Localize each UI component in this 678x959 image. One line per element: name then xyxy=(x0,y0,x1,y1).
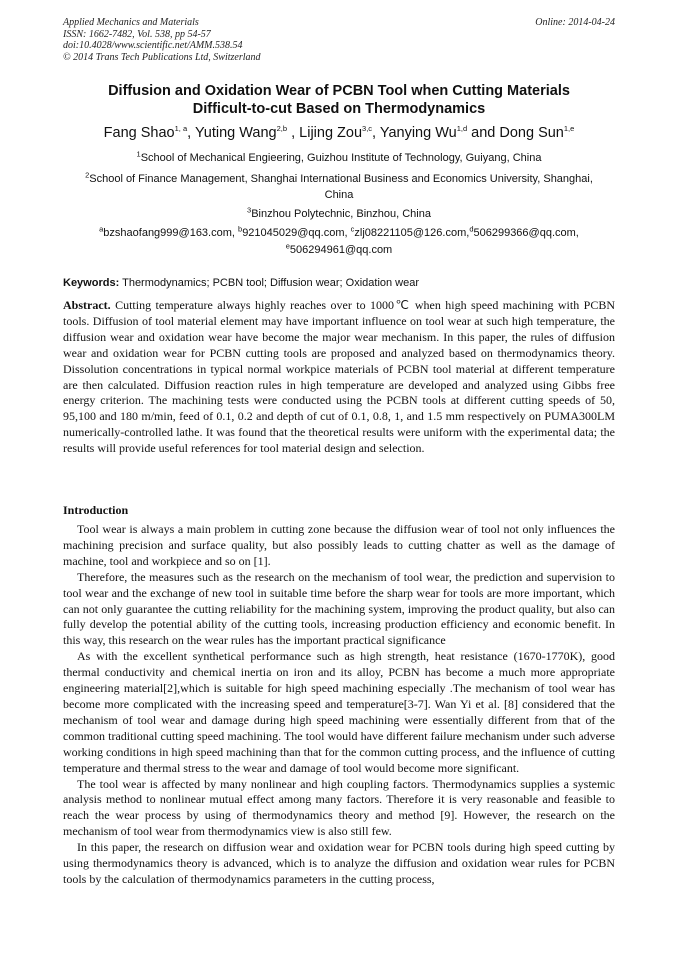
author-sup: 1, a xyxy=(174,124,188,134)
author-name: Lijing Zou xyxy=(299,125,363,141)
paper-title xyxy=(63,82,615,118)
paragraph: In this paper, the research on diffusion wear and oxidation wear for PCBN tools during high speed cutting by using thermodynamics theory is advanced, which is to analyze the diffusion and oxidation wear rules for PCBN tools by the calculation of thermodynamics parameters in the cutting process, xyxy=(63,840,615,886)
email-address[interactable]: 506299366@qq.com xyxy=(473,227,576,239)
email-sup: a xyxy=(99,224,104,234)
email-address[interactable]: 506294961@qq.com xyxy=(289,244,393,256)
paragraph: The tool wear is affected by many nonlinear and high coupling factors. Thermodynamics supplies a systemic analysis method to nonlinear mutual effect among many factors. Therefore it is very reasonable and feasible to reach the wear process by using of thermodynamics theory and method [9]. However, the research on the mechanism of tool wear from thermodynamics view is also still few. xyxy=(63,776,615,839)
affiliation-text: Binzhou Polytechnic, Binzhou, China xyxy=(251,208,431,220)
email-address[interactable]: bzshaofang999@163.com xyxy=(103,227,232,239)
author-name: Yuting Wang xyxy=(194,125,277,141)
title-line-1: Diffusion and Oxidation Wear of PCBN Tool when Cutting Materials xyxy=(108,83,570,99)
email-sup: d xyxy=(469,224,474,234)
author-sup: 1,d xyxy=(456,124,468,134)
affiliation-1 xyxy=(63,150,615,166)
affiliation-text: School of Finance Management, Shanghai International Business and Economics University, Shanghai, China xyxy=(89,173,593,201)
journal-name: Applied Mechanics and Materials xyxy=(63,17,199,28)
email-sep: , xyxy=(466,227,470,239)
affiliation-num: 3 xyxy=(247,205,252,215)
online-date: Online: 2014-04-24 xyxy=(535,17,615,28)
email-sep: , xyxy=(231,227,239,239)
keywords xyxy=(63,276,615,291)
issn-line: ISSN: 1662-7482, Vol. 538, pp 54-57 xyxy=(63,28,211,40)
email-address[interactable]: zlj08221105@126.com xyxy=(354,227,467,239)
author-sup: 3,c xyxy=(362,124,373,134)
author-sep: , xyxy=(187,125,195,141)
copyright-line: © 2014 Trans Tech Publications Ltd, Switzerland xyxy=(63,51,261,63)
keywords-label: Keywords: xyxy=(63,277,120,289)
email-sep: , xyxy=(344,227,351,239)
email-sep: , xyxy=(575,227,579,239)
author-sep: , xyxy=(372,125,380,141)
paragraph: As with the excellent synthetical performance such as high strength, heat resistance (1670-1770K), good thermal conductivity and chemical inertia on iron and its alloy, PCBN has become a much more appropriate engineering material[2],which is suitable for high speed machining especially .The mechanism of tool wear has become more complicated with the increasing speed and temperature[3-7]. Wan Yi et al. [8] considered that the mechanism of tool wear and damage during high speed machining were essentially different from that of the common traditional cutting speed machining. The tool would have different failure mechanism under such adverse working conditions in high speed machining than that for the common cutting process, and the influence of cutting temperature and thermal stress to the wear and damage of tool would become more significant. xyxy=(63,649,615,775)
affiliation-2 xyxy=(70,171,608,203)
paragraph: Tool wear is always a main problem in cutting zone because the diffusion wear of tool not only influences the machining precision and surface quality, but also possibly leads to cutting chatter as well as the damage of machine, tool and workpiece and so on [1]. xyxy=(63,522,615,568)
author-name: Yanying Wu xyxy=(379,125,457,141)
doi-line: doi:10.4028/www.scientific.net/AMM.538.54 xyxy=(63,40,243,51)
abstract xyxy=(63,298,615,457)
affiliation-num: 2 xyxy=(85,170,90,180)
email-sup: e xyxy=(285,241,290,251)
affiliation-text: School of Mechanical Engieering, Guizhou Institute of Technology, Guiyang, China xyxy=(140,152,542,164)
author-list xyxy=(40,124,638,142)
affiliation-3 xyxy=(63,206,615,222)
introduction-heading: Introduction xyxy=(63,503,129,517)
author-name: Fang Shao xyxy=(103,125,175,141)
author-name: Dong Sun xyxy=(499,125,564,141)
keywords-text: Thermodynamics; PCBN tool; Diffusion wear; Oxidation wear xyxy=(119,277,420,289)
email-sup: c xyxy=(350,224,355,234)
author-sup: 1,e xyxy=(563,124,575,134)
abstract-text: Cutting temperature always highly reaches over to 1000℃ when high speed machining with PCBN tools. Diffusion of tool material element may have important influence on tool wear at such high temperature, the diffusion wear and oxidation wear have become the major wear mechanism. In this paper, the rules of diffusion wear and oxidation wear for PCBN cutting tools are proposed and analyzed based on thermodynamics theory. Dissolution concentrations in typical normal workpice materials of PCBN tool material at different temperature are then calculated. Diffusion reaction rules in high temperature are developed and analyzed using Gibbs free energy criterion. The machining tests were conducted using the PCBN tools at different cutting speeds of 50, 95,100 and 180 m/min, feed of 0.1, 0.2 and depth of cut of 0.1, 0.8, 1, and 1.5 mm respectively on PUMA300LM numerically-controlled lathe. It was found that the theoretical results were uniform with the experimental data; the results will provide useful references for tool material design and selection. xyxy=(63,298,615,456)
title-line-2: Difficult-to-cut Based on Thermodynamics xyxy=(192,101,486,117)
email-list xyxy=(58,225,620,259)
abstract-label: Abstract. xyxy=(63,298,111,312)
email-address[interactable]: 921045029@qq.com xyxy=(242,227,345,239)
author-sup: 2,b xyxy=(276,124,288,134)
email-sup: b xyxy=(238,224,243,234)
journal-header xyxy=(63,17,261,63)
author-sep: and xyxy=(467,125,500,141)
paragraph: Therefore, the measures such as the research on the mechanism of tool wear, the prediction and supervision to tool wear and the exchange of new tool in suitable time before the sharp wear for tools are more important, which can not only guarantee the cutting reliability for the machining system, improving the product quality, but also can fully develop the potential ability of the cutting tools, increasing production efficiency and economic benefit. In this way, this research on the wear rules has the important practical significance xyxy=(63,569,615,648)
affiliation-num: 1 xyxy=(136,149,141,159)
introduction-body xyxy=(63,522,615,888)
author-sep: , xyxy=(287,125,300,141)
